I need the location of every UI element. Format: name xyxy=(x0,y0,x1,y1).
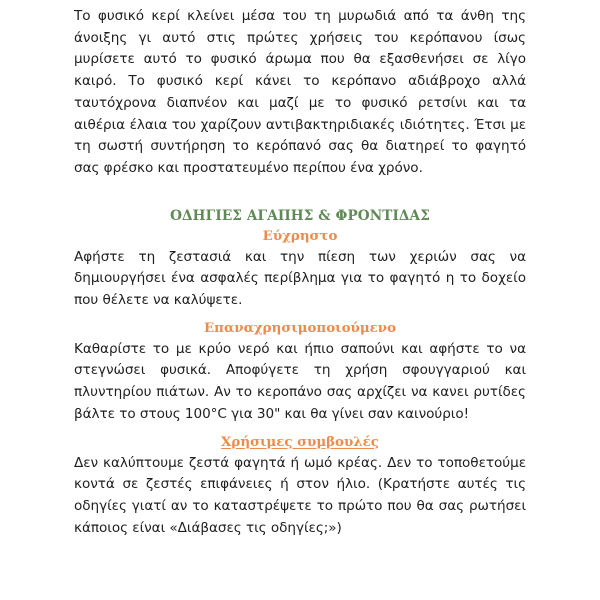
paragraph-easy-to-use: Αφήστε τη ζεστασιά και την πίεση των χεριών σας να δημιουργήσει ένα ασφαλές περίβλημα για το φαγητό η το δοχείο που θέλετε να καλύψετε. xyxy=(74,248,526,309)
intro-paragraph: Το φυσικό κερί κλείνει μέσα του τη μυρωδιά από τα άνθη της άνοιξης γι αυτό στις πρώτες χρήσεις του κερόπανου ίσως μυρίσετε αυτό το φυσικό άρωμα που θα εξασθενήσει σε λίγο καιρό. Το φυσικό κερί κάνει το κερόπανο αδιάβροχο αλλά ταυτόχρονα διαπνέον και μαζί με το φυσικό ρετσίνι και τα αιθέρια έλαια του χαρίζουν αντιβακτηριδιακές ιδιότητες. Έτσι με τη σωστή συντήρηση το κερόπανό σας θα διατηρεί το φαγητό σας φρέσκο και προστατευμένο περίπου ένα χρόνο. xyxy=(74,8,526,176)
care-instructions-title: ΟΔΗΓΙΕΣ ΑΓΑΠΗΣ & ΦΡΟΝΤΙΔΑΣ xyxy=(170,207,430,224)
heading-reusable: Επαναχρησιμοποιούμενο xyxy=(203,319,397,336)
heading-easy-to-use: Εύχρηστο xyxy=(262,227,338,244)
paragraph-useful-tips: Δεν καλύπτουμε ζεστά φαγητά ή ωμό κρέας. Δεν το τοποθετούμε κοντά σε ζεστές επιφάνειες ή στον ήλιο. (Κρατήστε αυτές τις οδηγίες γιατί αν το καταστρέψετε το πρώτο που θα σας ρωτήσει κάποιος είναι «Διάβασες τις οδηγίες;») xyxy=(74,454,526,536)
document-page xyxy=(74,6,526,539)
heading-useful-tips: Χρήσιμες συμβουλές xyxy=(221,433,379,450)
paragraph-reusable: Καθαρίστε το με κρύο νερό και ήπιο σαπούνι και αφήστε το να στεγνώσει φυσικά. Αποφύγετε τη χρήση σφουγγαριού και πλυντηρίου πιάτων. Αν το κεροπάνο σας αρχίζει να κανει ρυτίδες βάλτε το στους 100°C για 30" και θα γίνει σαν καινούριο! xyxy=(74,340,526,422)
